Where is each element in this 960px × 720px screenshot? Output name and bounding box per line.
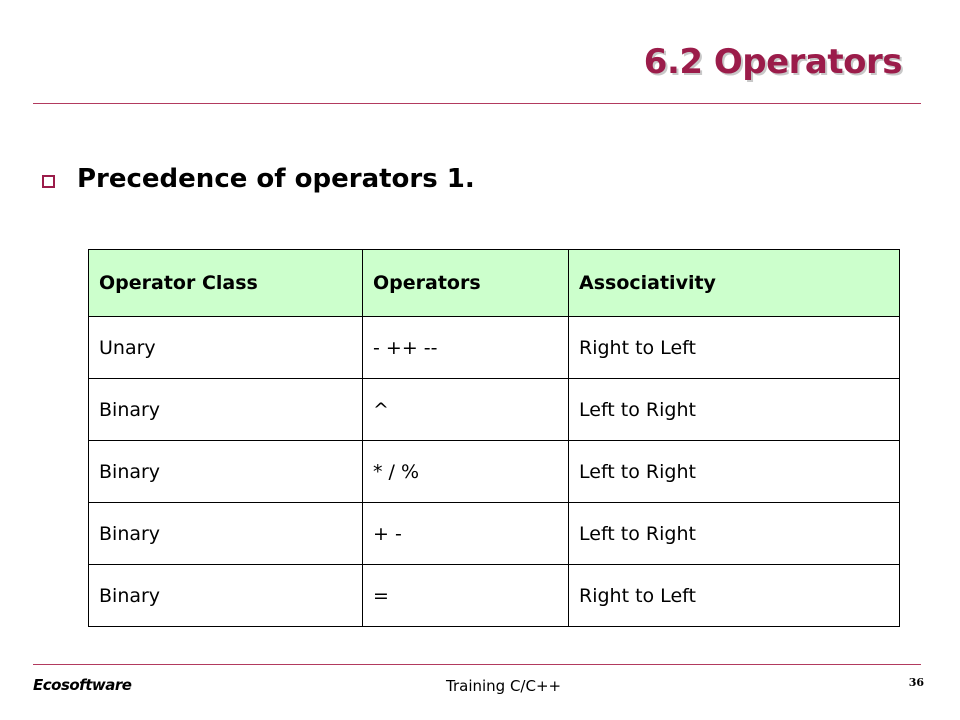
cell-operators: + - (363, 503, 569, 565)
table-row (89, 503, 900, 565)
table-row (89, 379, 900, 441)
footer-company: Ecosoftware (33, 676, 132, 694)
cell-associativity: Right to Left (569, 565, 900, 627)
title-divider (33, 103, 921, 104)
square-bullet-icon (42, 175, 55, 188)
page-number: 36 (908, 676, 924, 689)
footer-divider (33, 664, 921, 665)
table-row (89, 317, 900, 379)
header-operator-class: Operator Class (89, 250, 363, 317)
bullet-item (42, 164, 475, 194)
slide-title: 6.2 Operators (643, 42, 902, 82)
cell-operator-class: Binary (89, 379, 363, 441)
cell-associativity: Left to Right (569, 379, 900, 441)
cell-operator-class: Unary (89, 317, 363, 379)
cell-associativity: Left to Right (569, 441, 900, 503)
cell-associativity: Right to Left (569, 317, 900, 379)
operator-precedence-table (88, 249, 900, 627)
cell-operators: ^ (363, 379, 569, 441)
cell-operator-class: Binary (89, 441, 363, 503)
cell-associativity: Left to Right (569, 503, 900, 565)
footer-course: Training C/C++ (446, 677, 562, 695)
table-row (89, 565, 900, 627)
table-row (89, 441, 900, 503)
cell-operators: = (363, 565, 569, 627)
cell-operator-class: Binary (89, 503, 363, 565)
table-header-row (89, 250, 900, 317)
cell-operators: * / % (363, 441, 569, 503)
cell-operator-class: Binary (89, 565, 363, 627)
bullet-text: Precedence of operators 1. (77, 164, 475, 194)
header-associativity: Associativity (569, 250, 900, 317)
header-operators: Operators (363, 250, 569, 317)
cell-operators: - ++ -- (363, 317, 569, 379)
